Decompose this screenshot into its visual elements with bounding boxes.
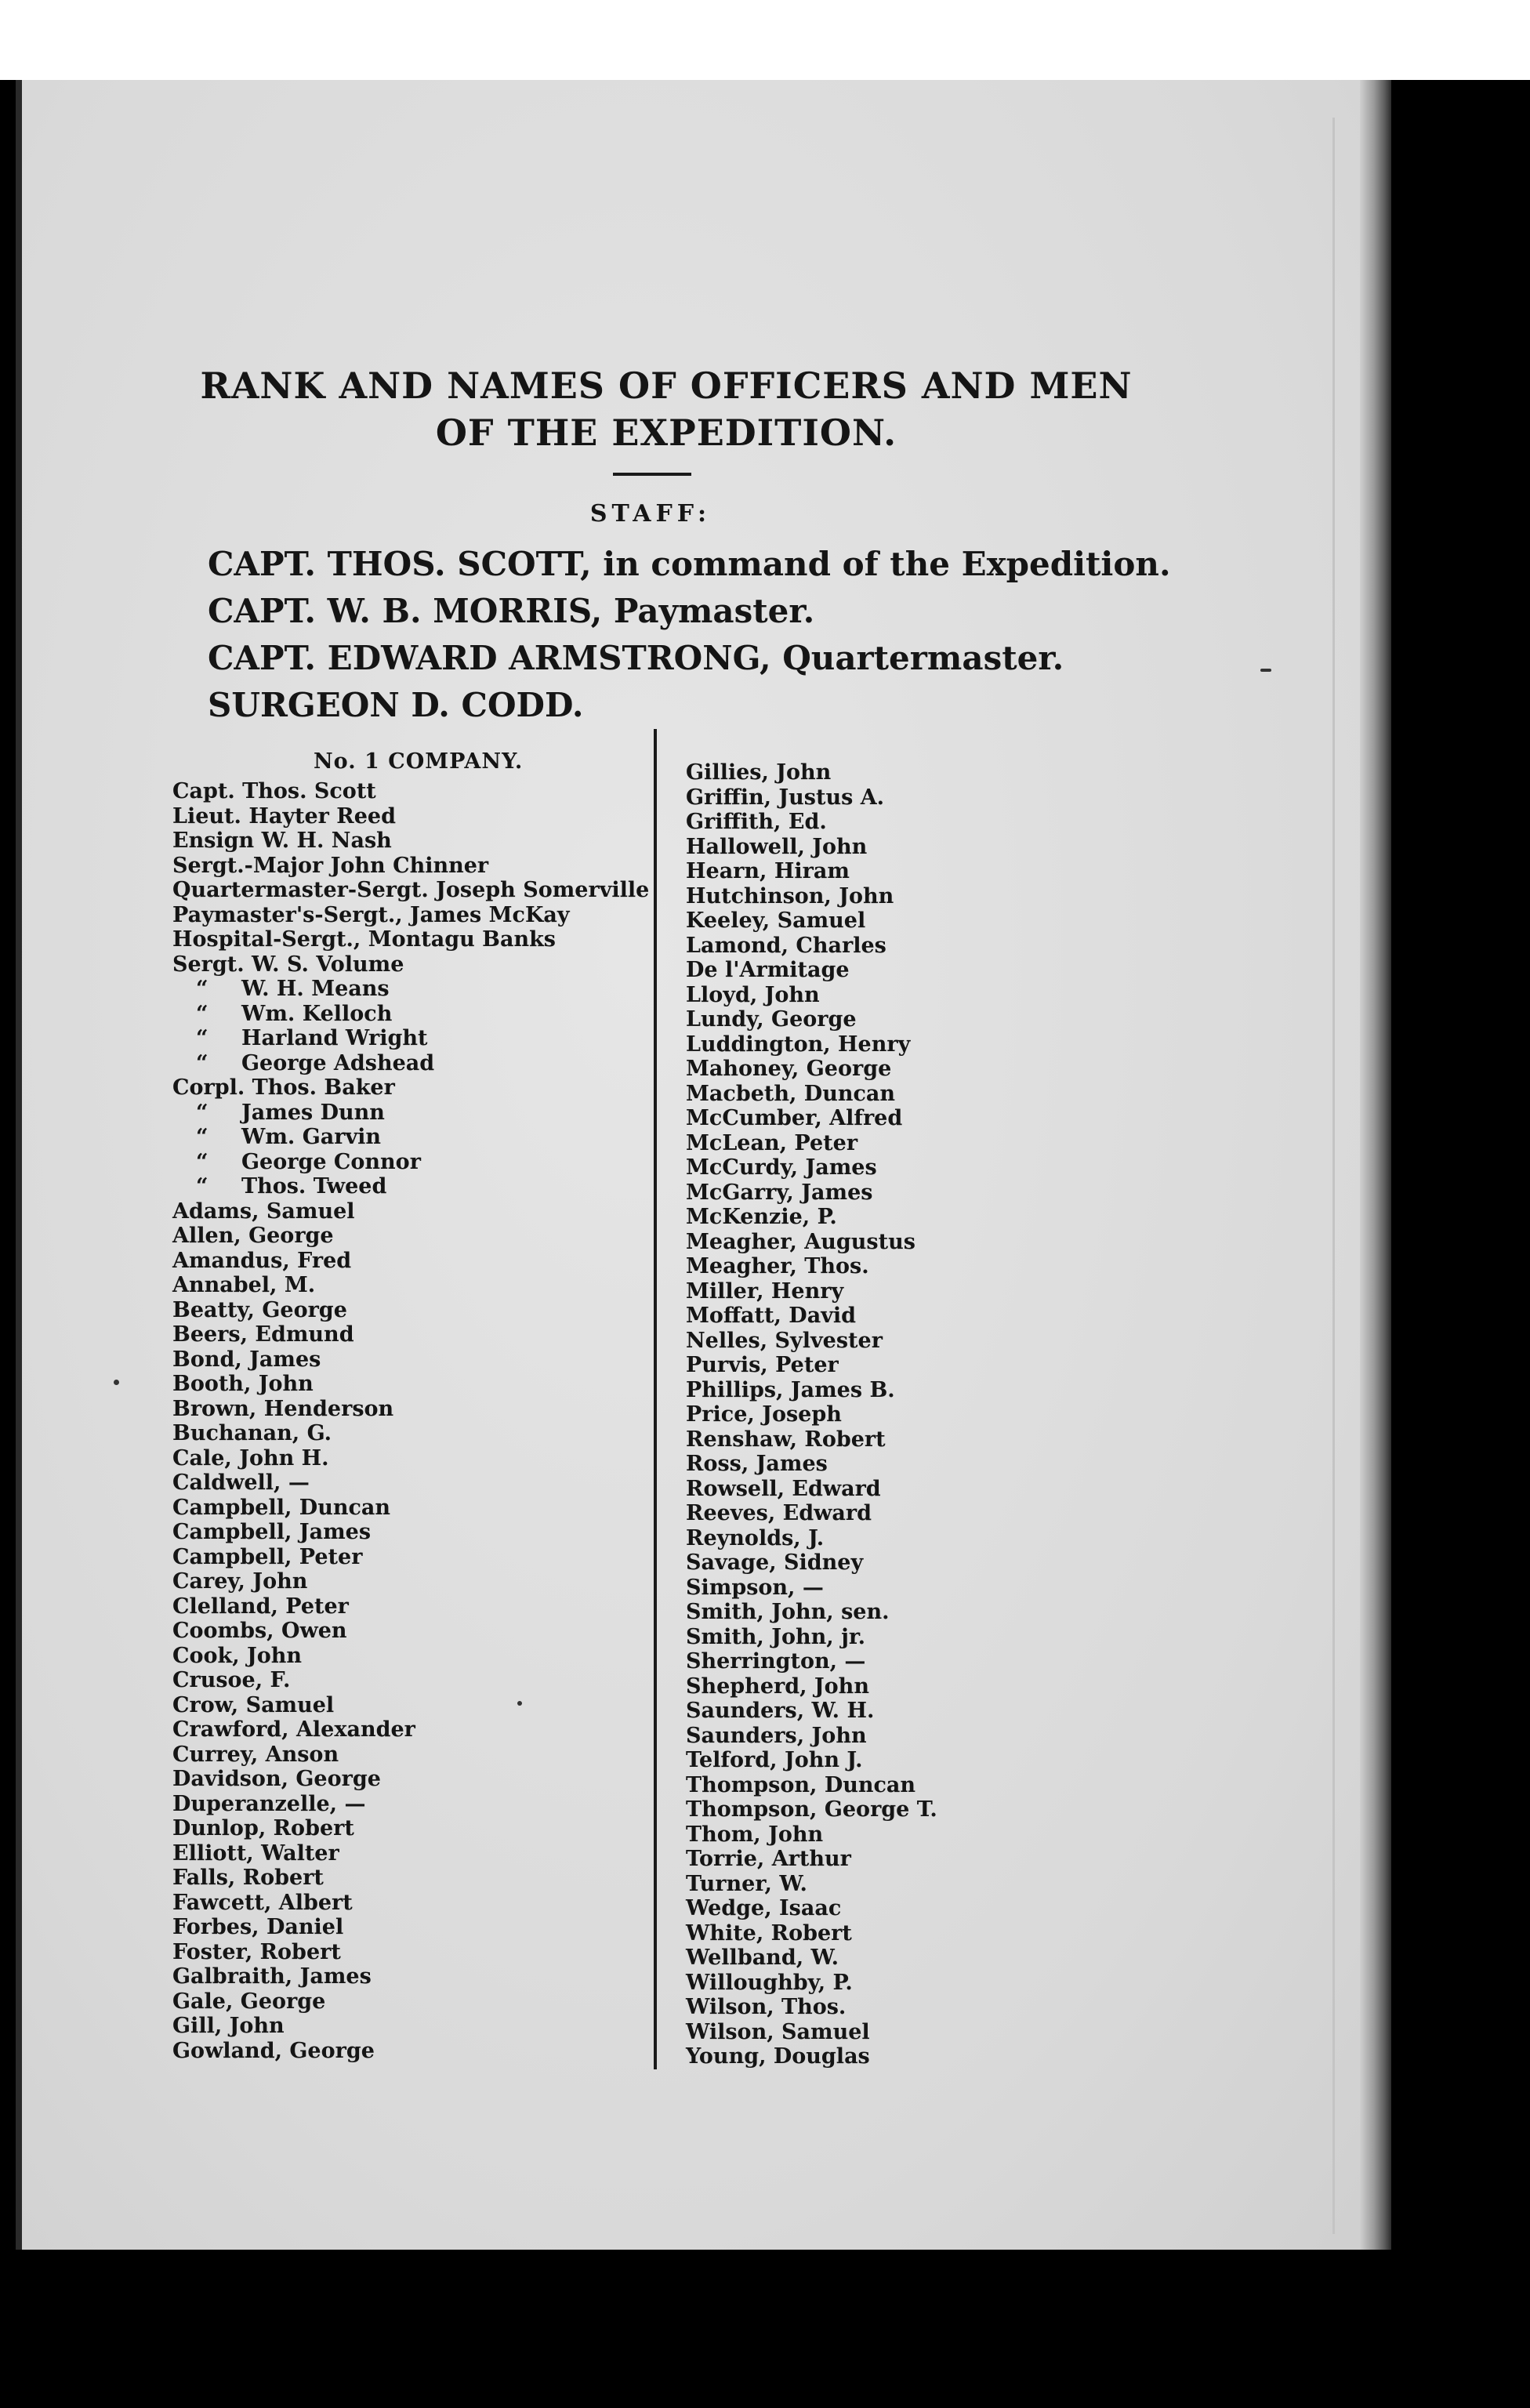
roster-entry: Currey, Anson: [172, 1742, 339, 1767]
roster-entry: Telford, John J.: [686, 1748, 863, 1772]
roster-entry: Crawford, Alexander: [172, 1717, 415, 1742]
roster-entry: “ W. H. Means: [196, 977, 390, 1001]
roster-entry: Willoughby, P.: [686, 1970, 853, 1995]
roster-entry: Simpson, —: [686, 1575, 824, 1600]
roster-entry: Dunlop, Robert: [172, 1816, 354, 1840]
ink-speck: [517, 1701, 522, 1706]
staff-heading: STAFF:: [589, 500, 712, 528]
roster-entry: Quartermaster-Sergt. Joseph Somerville: [172, 878, 650, 902]
roster-entry: Cale, John H.: [172, 1445, 329, 1471]
roster-entry: Corpl. Thos. Baker: [172, 1075, 395, 1100]
roster-entry: Hallowell, John: [686, 834, 868, 859]
page-right-edge-shadow: [1360, 80, 1391, 2250]
roster-entry: Shepherd, John: [686, 1674, 869, 1699]
roster-entry: Clelland, Peter: [172, 1594, 349, 1619]
page-left-edge: [16, 80, 22, 2250]
roster-entry: Gale, George: [172, 1989, 326, 2014]
roster-entry: Allen, George: [172, 1224, 334, 1248]
page-fold-line: [1332, 118, 1335, 2234]
roster-entry: Reeves, Edward: [686, 1501, 872, 1525]
roster-left-column: [172, 779, 649, 2063]
roster-entry: Paymaster's-Sergt., James McKay: [172, 902, 570, 927]
column-divider: [654, 729, 657, 2069]
roster-entry: Sergt.-Major John Chinner: [172, 853, 489, 878]
roster-entry: Lundy, George: [686, 1007, 857, 1032]
roster-entry: Booth, John: [172, 1372, 314, 1396]
roster-entry: Thompson, Duncan: [686, 1772, 916, 1797]
roster-entry: Luddington, Henry: [686, 1032, 911, 1057]
roster-entry: Sherrington, —: [686, 1649, 866, 1674]
roster-entry: Sergt. W. S. Volume: [172, 952, 404, 977]
roster-entry: Falls, Robert: [172, 1866, 324, 1890]
roster-entry: Renshaw, Robert: [686, 1427, 886, 1452]
roster-entry: Turner, W.: [686, 1871, 807, 1896]
roster-entry: Crusoe, F.: [172, 1668, 291, 1692]
top-margin: [0, 0, 1530, 80]
roster-entry: Macbeth, Duncan: [686, 1081, 896, 1106]
staff-member: CAPT. THOS. SCOTT, in command of the Expedition.: [208, 545, 1171, 583]
title-rule: [613, 473, 691, 476]
roster-entry: Brown, Henderson: [172, 1396, 394, 1421]
roster-entry: Beers, Edmund: [172, 1322, 354, 1347]
roster-entry: McLean, Peter: [686, 1130, 858, 1155]
staff-member: CAPT. EDWARD ARMSTRONG, Quartermaster.: [208, 639, 1064, 677]
roster-entry: White, Robert: [686, 1920, 852, 1946]
roster-entry: Meagher, Augustus: [686, 1229, 915, 1254]
roster-entry: Campbell, Peter: [172, 1544, 363, 1569]
roster-entry: Griffin, Justus A.: [686, 785, 885, 810]
roster-entry: Fawcett, Albert: [172, 1890, 353, 1915]
roster-entry: Thompson, George T.: [686, 1797, 937, 1822]
ink-speck: [114, 1380, 119, 1385]
roster-entry: Keeley, Samuel: [686, 908, 866, 933]
roster-entry: Mahoney, George: [686, 1057, 892, 1081]
roster-entry: Bond, James: [172, 1347, 321, 1372]
roster-entry: Hutchinson, John: [686, 883, 894, 908]
company-heading: No. 1 COMPANY.: [314, 749, 524, 774]
title-line-2: OF THE EXPEDITION.: [435, 412, 897, 454]
roster-entry: Amandus, Fred: [172, 1248, 352, 1273]
roster-entry: Beatty, George: [172, 1297, 347, 1322]
roster-entry: Carey, John: [172, 1569, 308, 1594]
roster-entry: Gowland, George: [172, 2038, 375, 2063]
roster-entry: Crow, Samuel: [172, 1692, 335, 1717]
roster-entry: Miller, Henry: [686, 1278, 844, 1304]
roster-entry: Buchanan, G.: [172, 1421, 332, 1445]
roster-entry: Caldwell, —: [172, 1471, 310, 1495]
roster-entry: Cook, John: [172, 1643, 303, 1668]
roster-entry: Saunders, John: [686, 1723, 867, 1748]
roster-entry: Ross, James: [686, 1452, 828, 1476]
roster-entry: McKenzie, P.: [686, 1205, 837, 1229]
roster-entry: Rowsell, Edward: [686, 1476, 881, 1501]
title-line-1: RANK AND NAMES OF OFFICERS AND MEN: [200, 364, 1133, 407]
roster-entry: Nelles, Sylvester: [686, 1328, 883, 1353]
roster-entry: Purvis, Peter: [686, 1353, 839, 1377]
roster-entry: Galbraith, James: [172, 1964, 372, 1989]
roster-entry: Young, Douglas: [686, 2044, 870, 2069]
roster-entry: “ James Dunn: [196, 1100, 385, 1125]
roster-entry: Smith, John, jr.: [686, 1624, 865, 1649]
roster-right-column: [686, 760, 937, 2069]
roster-entry: Gillies, John: [686, 760, 832, 785]
roster-entry: Price, Joseph: [686, 1402, 842, 1427]
roster-entry: Phillips, James B.: [686, 1377, 895, 1402]
roster-entry: Lieut. Hayter Reed: [172, 803, 396, 829]
roster-entry: Elliott, Walter: [172, 1840, 339, 1866]
roster-entry: Torrie, Arthur: [686, 1847, 851, 1871]
roster-entry: “ George Connor: [196, 1149, 421, 1174]
staff-list: [208, 541, 1171, 729]
roster-entry: McCurdy, James: [686, 1155, 877, 1180]
roster-entry: “ Wm. Kelloch: [196, 1001, 393, 1026]
roster-entry: Saunders, W. H.: [686, 1699, 875, 1723]
roster-entry: Reynolds, J.: [686, 1525, 825, 1550]
roster-entry: Adams, Samuel: [172, 1199, 355, 1224]
roster-entry: “ Harland Wright: [196, 1026, 428, 1050]
roster-entry: Campbell, Duncan: [172, 1495, 391, 1520]
roster-entry: Wilson, Samuel: [686, 2019, 870, 2044]
roster-entry: De l'Armitage: [686, 958, 850, 982]
roster-entry: Duperanzelle, —: [172, 1791, 366, 1816]
roster-entry: Wellband, W.: [686, 1946, 839, 1970]
roster-entry: Meagher, Thos.: [686, 1254, 869, 1278]
roster-entry: Campbell, James: [172, 1520, 372, 1544]
roster-entry: Forbes, Daniel: [172, 1915, 344, 1939]
roster-entry: Wedge, Isaac: [686, 1896, 842, 1920]
roster-entry: Capt. Thos. Scott: [172, 779, 376, 803]
roster-entry: “ Wm. Garvin: [196, 1125, 382, 1149]
document-title: [118, 362, 1215, 456]
roster-entry: “ Thos. Tweed: [196, 1174, 387, 1199]
roster-entry: Lloyd, John: [686, 982, 820, 1007]
roster-entry: Gill, John: [172, 2014, 285, 2038]
roster-entry: Smith, John, sen.: [686, 1600, 890, 1624]
staff-member: CAPT. W. B. MORRIS, Paymaster.: [208, 592, 815, 630]
roster-entry: Wilson, Thos.: [686, 1995, 847, 2019]
roster-entry: McCumber, Alfred: [686, 1106, 903, 1130]
roster-entry: Coombs, Owen: [172, 1619, 347, 1643]
staff-member: SURGEON D. CODD.: [208, 686, 584, 724]
roster-entry: Thom, John: [686, 1822, 824, 1847]
roster-entry: Davidson, George: [172, 1767, 381, 1791]
roster-entry: Ensign W. H. Nash: [172, 829, 392, 853]
roster-entry: Lamond, Charles: [686, 933, 886, 958]
roster-entry: Hospital-Sergt., Montagu Banks: [172, 927, 556, 952]
roster-entry: Hearn, Hiram: [686, 859, 850, 883]
roster-entry: Annabel, M.: [172, 1273, 316, 1297]
roster-entry: McGarry, James: [686, 1180, 873, 1205]
roster-entry: Savage, Sidney: [686, 1550, 864, 1575]
roster-entry: “ George Adshead: [196, 1050, 435, 1075]
roster-entry: Foster, Robert: [172, 1939, 341, 1964]
roster-entry: Moffatt, David: [686, 1304, 857, 1328]
ink-speck: [1260, 669, 1271, 672]
roster-entry: Griffith, Ed.: [686, 810, 827, 834]
